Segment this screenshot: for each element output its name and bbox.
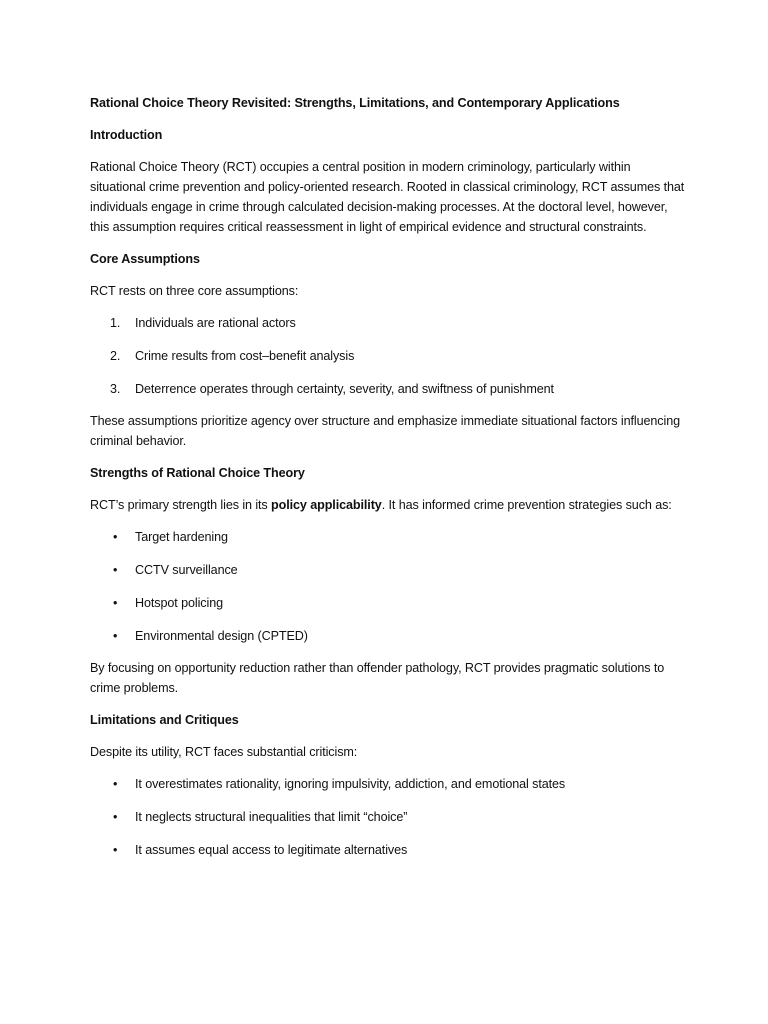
list-item bbox=[90, 379, 688, 399]
limitations-lead: Despite its utility, RCT faces substantial criticism: bbox=[90, 745, 358, 759]
introduction-paragraph: Rational Choice Theory (RCT) occupies a central position in modern criminology, particularly within situational crime prevention and policy-oriented research. Rooted in classical criminology, RCT assumes that individuals engage in crime through calculated decision-making processes. At the doctoral level, however, this assumption requires critical reassessment in light of empirical evidence and structural constraints. bbox=[90, 160, 685, 234]
list-item-text: Target hardening bbox=[135, 530, 228, 544]
list-item-text: Hotspot policing bbox=[135, 596, 224, 610]
section-heading-introduction: Introduction bbox=[90, 128, 163, 142]
list-item bbox=[90, 774, 688, 794]
core-assumptions-closing: These assumptions prioritize agency over structure and emphasize immediate situational factors influencing criminal behavior. bbox=[90, 414, 681, 448]
list-item-text: Individuals are rational actors bbox=[135, 316, 296, 330]
list-item-text: Deterrence operates through certainty, severity, and swiftness of punishment bbox=[135, 382, 554, 396]
bullet-icon: • bbox=[113, 596, 118, 610]
section-heading-strengths: Strengths of Rational Choice Theory bbox=[90, 466, 305, 480]
list-number: 2. bbox=[110, 349, 121, 363]
document-title: Rational Choice Theory Revisited: Strengths, Limitations, and Contemporary Applications bbox=[90, 96, 620, 110]
bullet-icon: • bbox=[113, 530, 118, 544]
list-item-text: It neglects structural inequalities that limit “choice” bbox=[135, 810, 408, 824]
list-item-text: Crime results from cost–benefit analysis bbox=[135, 349, 355, 363]
list-item bbox=[90, 527, 688, 547]
core-assumptions-list bbox=[90, 313, 688, 399]
section-heading-core-assumptions: Core Assumptions bbox=[90, 252, 200, 266]
strengths-lead-emphasis: policy applicability bbox=[271, 498, 382, 512]
list-item bbox=[90, 626, 688, 646]
list-item bbox=[90, 807, 688, 827]
core-assumptions-lead: RCT rests on three core assumptions: bbox=[90, 284, 299, 298]
list-number: 3. bbox=[110, 382, 121, 396]
bullet-icon: • bbox=[113, 843, 118, 857]
list-item bbox=[90, 840, 688, 860]
list-item bbox=[90, 593, 688, 613]
list-item-text: It assumes equal access to legitimate alternatives bbox=[135, 843, 408, 857]
list-item-text: It overestimates rationality, ignoring impulsivity, addiction, and emotional states bbox=[135, 777, 566, 791]
bullet-icon: • bbox=[113, 629, 118, 643]
list-item bbox=[90, 560, 688, 580]
list-item-text: Environmental design (CPTED) bbox=[135, 629, 308, 643]
list-item bbox=[90, 313, 688, 333]
list-item-text: CCTV surveillance bbox=[135, 563, 238, 577]
list-item bbox=[90, 346, 688, 366]
bullet-icon: • bbox=[113, 563, 118, 577]
strengths-lead-end: . It has informed crime prevention strategies such as: bbox=[381, 498, 672, 512]
section-heading-limitations: Limitations and Critiques bbox=[90, 713, 239, 727]
strengths-lead-start: RCT’s primary strength lies in its bbox=[90, 498, 272, 512]
list-number: 1. bbox=[110, 316, 121, 330]
bullet-icon: • bbox=[113, 810, 118, 824]
bullet-icon: • bbox=[113, 777, 118, 791]
limitations-list bbox=[90, 774, 688, 860]
strengths-list bbox=[90, 527, 688, 646]
strengths-lead bbox=[90, 495, 688, 515]
strengths-closing: By focusing on opportunity reduction rather than offender pathology, RCT provides pragmatic solutions to crime problems. bbox=[90, 661, 665, 695]
